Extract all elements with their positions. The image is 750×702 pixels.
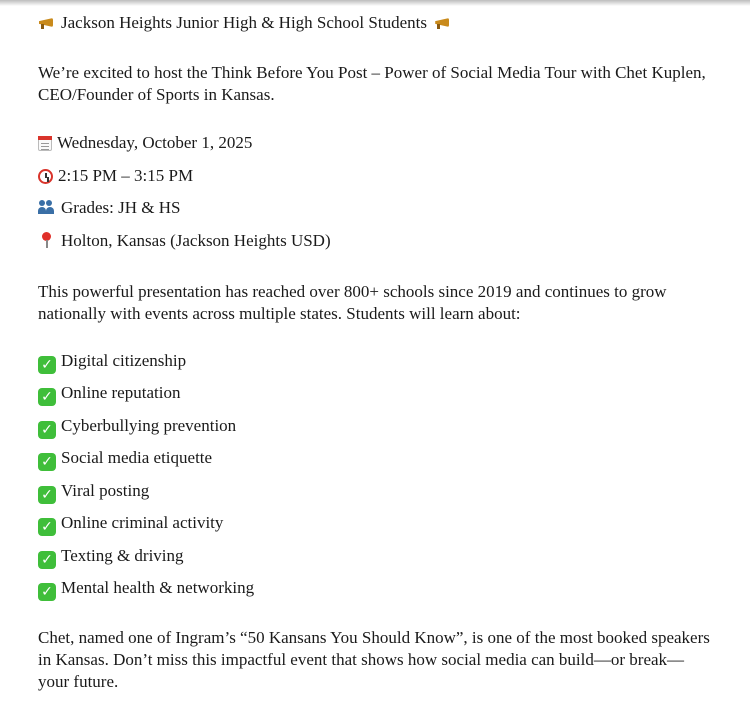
check-mark-icon: ✓ bbox=[38, 518, 56, 536]
topic-label: Online criminal activity bbox=[61, 513, 224, 532]
topic-label: Online reputation bbox=[61, 383, 181, 402]
detail-time-text: 2:15 PM – 3:15 PM bbox=[58, 166, 194, 185]
detail-grades bbox=[38, 197, 180, 219]
topic-label: Mental health & networking bbox=[61, 578, 255, 597]
topic-item bbox=[38, 415, 236, 439]
megaphone-icon bbox=[434, 13, 452, 31]
megaphone-icon bbox=[38, 13, 56, 31]
pin-icon bbox=[38, 231, 56, 249]
topic-item bbox=[38, 480, 149, 504]
topic-label: Social media etiquette bbox=[61, 448, 213, 467]
check-mark-icon: ✓ bbox=[38, 421, 56, 439]
topic-label: Texting & driving bbox=[61, 546, 184, 565]
check-mark-icon: ✓ bbox=[38, 486, 56, 504]
detail-date-text: Wednesday, October 1, 2025 bbox=[57, 133, 253, 152]
detail-time bbox=[38, 165, 193, 187]
detail-location bbox=[38, 230, 331, 252]
alarm-clock-icon bbox=[38, 169, 53, 184]
detail-grades-text: Grades: JH & HS bbox=[61, 198, 181, 217]
check-mark-icon: ✓ bbox=[38, 388, 56, 406]
topic-item bbox=[38, 545, 184, 569]
description-paragraph: This powerful presentation has reached over 800+ schools since 2019 and continues to grow nationally with events across multiple states. Students will learn about: bbox=[38, 282, 667, 323]
calendar-icon bbox=[38, 136, 52, 151]
detail-date bbox=[38, 132, 252, 154]
check-mark-icon: ✓ bbox=[38, 551, 56, 569]
topic-label: Cyberbullying prevention bbox=[61, 416, 237, 435]
check-mark-icon: ✓ bbox=[38, 583, 56, 601]
topic-item bbox=[38, 512, 223, 536]
topic-item bbox=[38, 382, 180, 406]
intro-paragraph: We’re excited to host the Think Before You Post – Power of Social Media Tour with Chet Kuplen, CEO/Founder of Sports in Kansas. bbox=[38, 63, 706, 104]
topic-item bbox=[38, 577, 254, 601]
detail-location-text: Holton, Kansas (Jackson Heights USD) bbox=[61, 231, 331, 250]
closing-paragraph: Chet, named one of Ingram’s “50 Kansans You Should Know”, is one of the most booked speakers in Kansas. Don’t miss this impactful event that shows how social media can build—or break—your future. bbox=[38, 628, 710, 691]
header-line bbox=[38, 12, 452, 34]
topic-label: Viral posting bbox=[61, 481, 150, 500]
topic-item bbox=[38, 350, 186, 374]
check-mark-icon: ✓ bbox=[38, 453, 56, 471]
header-title: Jackson Heights Junior High & High School Students bbox=[61, 13, 427, 32]
people-icon bbox=[38, 198, 56, 216]
topic-item bbox=[38, 447, 212, 471]
check-mark-icon: ✓ bbox=[38, 356, 56, 374]
top-edge-shadow bbox=[0, 0, 750, 6]
topic-label: Digital citizenship bbox=[61, 351, 187, 370]
